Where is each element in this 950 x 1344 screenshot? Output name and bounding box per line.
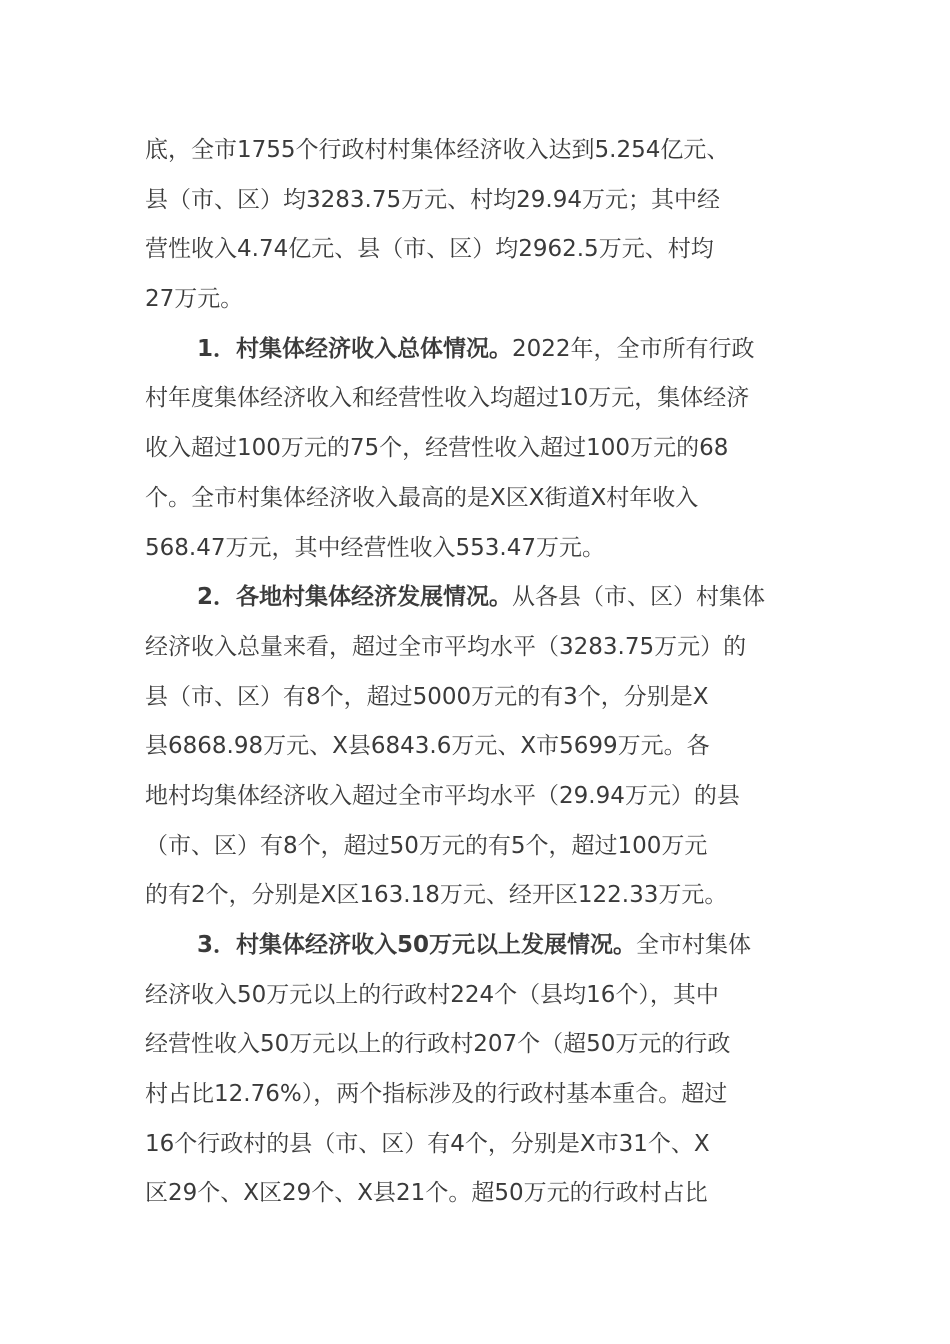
section-2-first-line xyxy=(145,573,815,623)
text-line: 个。全市村集体经济收入最高的是X区X街道X村年收入 xyxy=(145,484,699,511)
text-line: （市、区）有8个，超过50万元的有5个，超过100万元 xyxy=(145,832,708,859)
text-line: 地村均集体经济收入超过全市平均水平（29.94万元）的县 xyxy=(145,782,740,809)
text-line: 区29个、X区29个、X县21个。超50万元的行政村占比 xyxy=(145,1180,708,1207)
section-2-heading: 2．各地村集体经济发展情况。 xyxy=(197,584,513,611)
text-line: 27万元。 xyxy=(145,286,244,313)
text-line: 县6868.98万元、X县6843.6万元、X市5699万元。各 xyxy=(145,733,710,760)
text-line: 营性收入4.74亿元、县（市、区）均2962.5万元、村均 xyxy=(145,236,714,263)
text-run: 2022年，全市所有行政 xyxy=(512,335,755,362)
text-line: 县（市、区）均3283.75万元、村均29.94万元；其中经 xyxy=(145,186,720,213)
text-line: 经济收入50万元以上的行政村224个（县均16个），其中 xyxy=(145,981,719,1008)
text-line: 县（市、区）有8个，超过5000万元的有3个，分别是X xyxy=(145,683,709,710)
text-line: 底，全市1755个行政村村集体经济收入达到5.254亿元、 xyxy=(145,137,730,163)
text-line: 经济收入总量来看，超过全市平均水平（3283.75万元）的 xyxy=(145,633,747,660)
text-line: 村年度集体经济收入和经营性收入均超过10万元，集体经济 xyxy=(145,385,750,412)
section-1-heading: 1．村集体经济收入总体情况。 xyxy=(197,335,513,362)
text-line: 的有2个，分别是X区163.18万元、经开区122.33万元。 xyxy=(145,882,728,909)
section-3-heading: 3．村集体经济收入50万元以上发展情况。 xyxy=(197,932,637,958)
section-1-first-line xyxy=(145,325,815,375)
section-3-first-line xyxy=(145,921,815,971)
text-line: 568.47万元，其中经营性收入553.47万元。 xyxy=(145,534,605,561)
text-line: 村占比12.76%），两个指标涉及的行政村基本重合。超过 xyxy=(145,1081,728,1108)
text-run: 从各县（市、区）村集体 xyxy=(512,584,766,611)
text-line: 经营性收入50万元以上的行政村207个（超50万元的行政 xyxy=(145,1031,731,1058)
text-line: 16个行政村的县（市、区）有4个，分别是X市31个、X xyxy=(145,1130,710,1157)
text-line: 收入超过100万元的75个，经营性收入超过100万元的68 xyxy=(145,435,729,462)
document-body xyxy=(145,126,815,1219)
text-run: 全市村集体 xyxy=(636,932,752,958)
